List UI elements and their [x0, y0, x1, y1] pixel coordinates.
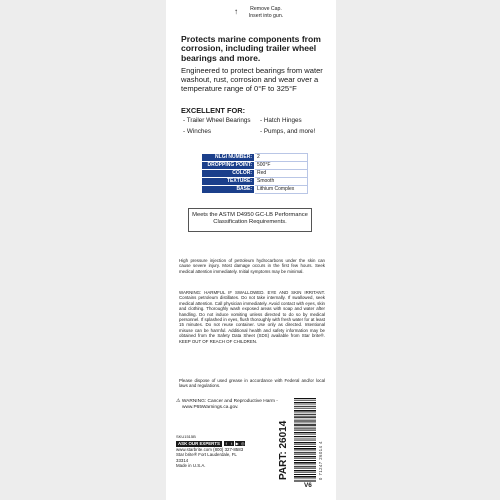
use-item: - Hatch Hinges: [260, 117, 302, 124]
barcode-digits: [316, 398, 326, 482]
astm-box: Meets the ASTM D4950 GC-LB Performance Classification Requirements.: [188, 208, 312, 232]
spec-label: COLOR:: [202, 170, 255, 178]
website-link[interactable]: www.starbrite.com: [176, 446, 212, 452]
version-code: V6: [304, 482, 312, 489]
usage-instruction: [216, 6, 316, 19]
spec-value: Smooth: [255, 178, 308, 186]
use-item: - Pumps, and more!: [260, 128, 316, 135]
barcode-digits-text: 0 71247 26014 4: [318, 441, 323, 480]
barcode: [294, 398, 316, 482]
phone-number: (800) 327-8583: [213, 446, 244, 452]
spec-row: [202, 170, 308, 178]
spec-label: BASE:: [202, 186, 255, 194]
injection-warning: High pressure injection of petroleum hydrocarbons under the skin can cause severe injury. Most damage occurs in the first few hours. Seek medical attention immediately. Initial symptoms may be minimal.: [179, 258, 325, 274]
instruction-line-2: Insert into gun.: [248, 12, 284, 19]
use-item: - Trailer Wheel Bearings: [183, 117, 251, 124]
warning-triangle-icon: ⚠: [176, 398, 181, 404]
spec-row: [202, 186, 308, 194]
description: Engineered to protect bearings from water washout, rust, corrosion and wear over a temperature range of 0°F to 325°F: [181, 66, 323, 93]
twitter-icon: t: [231, 441, 233, 447]
up-arrow-icon: ↑: [234, 7, 238, 16]
main-warning: WARNING: HARMFUL IF SWALLOWED. EYE AND SKIN IRRITANT. Contains petroleum distillates. Do not take internally. If swallowed, seek medical attention. Call physician immediately. Avoid contact with eyes, skin and clothing. Thoroughly wash exposed areas with soap and water after handling. Do not induce vomiting unless directed to do so by medical personnel. If splashed in eyes, flush thoroughly with fresh water for at least 15 minutes. Do not reuse container. Use only as directed. Intentional misuse can be harmful. Additional health and safety information may be obtained from the Safety Data Sheet (SDS) available from Star brite®. KEEP OUT OF REACH OF CHILDREN.: [179, 290, 325, 344]
facebook-icon: f: [225, 441, 227, 447]
use-item: - Winches: [183, 128, 211, 135]
instagram-icon: ◎: [240, 441, 245, 447]
spec-value: Red: [255, 170, 308, 178]
prop65-line-1: WARNING: Cancer and Reproductive Harm -: [181, 399, 278, 404]
part-number-text: PART: 26014: [278, 420, 289, 480]
spec-table: [201, 153, 308, 194]
disposal-note: Please dispose of used grease in accordance with Federal and/or local laws and regulations.: [179, 378, 325, 389]
spec-value: 500°F: [255, 162, 308, 170]
youtube-icon: ▶: [235, 441, 239, 447]
spec-label: TEXTURE:: [202, 178, 255, 186]
lot-code: SKU1515B: [176, 434, 196, 439]
spec-row: [202, 154, 308, 162]
headline: Protects marine components from corrosion, including trailer wheel bearings and more.: [181, 34, 321, 63]
ask-experts-badge: ASK OUR EXPERTS: [178, 441, 220, 447]
spec-value: Lithium Complex: [255, 186, 308, 194]
company-address: Star brite® Fort Lauderdale, FL 33314: [176, 452, 237, 463]
product-label: [166, 0, 336, 500]
made-in: Made in U.S.A.: [176, 463, 206, 469]
instruction-line-1: Remove Cap.: [250, 6, 282, 12]
company-info: [176, 434, 246, 468]
excellent-for-title: EXCELLENT FOR:: [181, 106, 246, 115]
spec-label: NLGI NUMBER:: [202, 154, 255, 162]
prop65-link[interactable]: www.P65Warnings.ca.gov.: [182, 405, 239, 410]
spec-label: DROPPING POINT:: [202, 162, 255, 170]
spec-row: [202, 162, 308, 170]
spec-value: 2: [255, 154, 308, 162]
spec-row: [202, 178, 308, 186]
part-number: [276, 398, 290, 482]
